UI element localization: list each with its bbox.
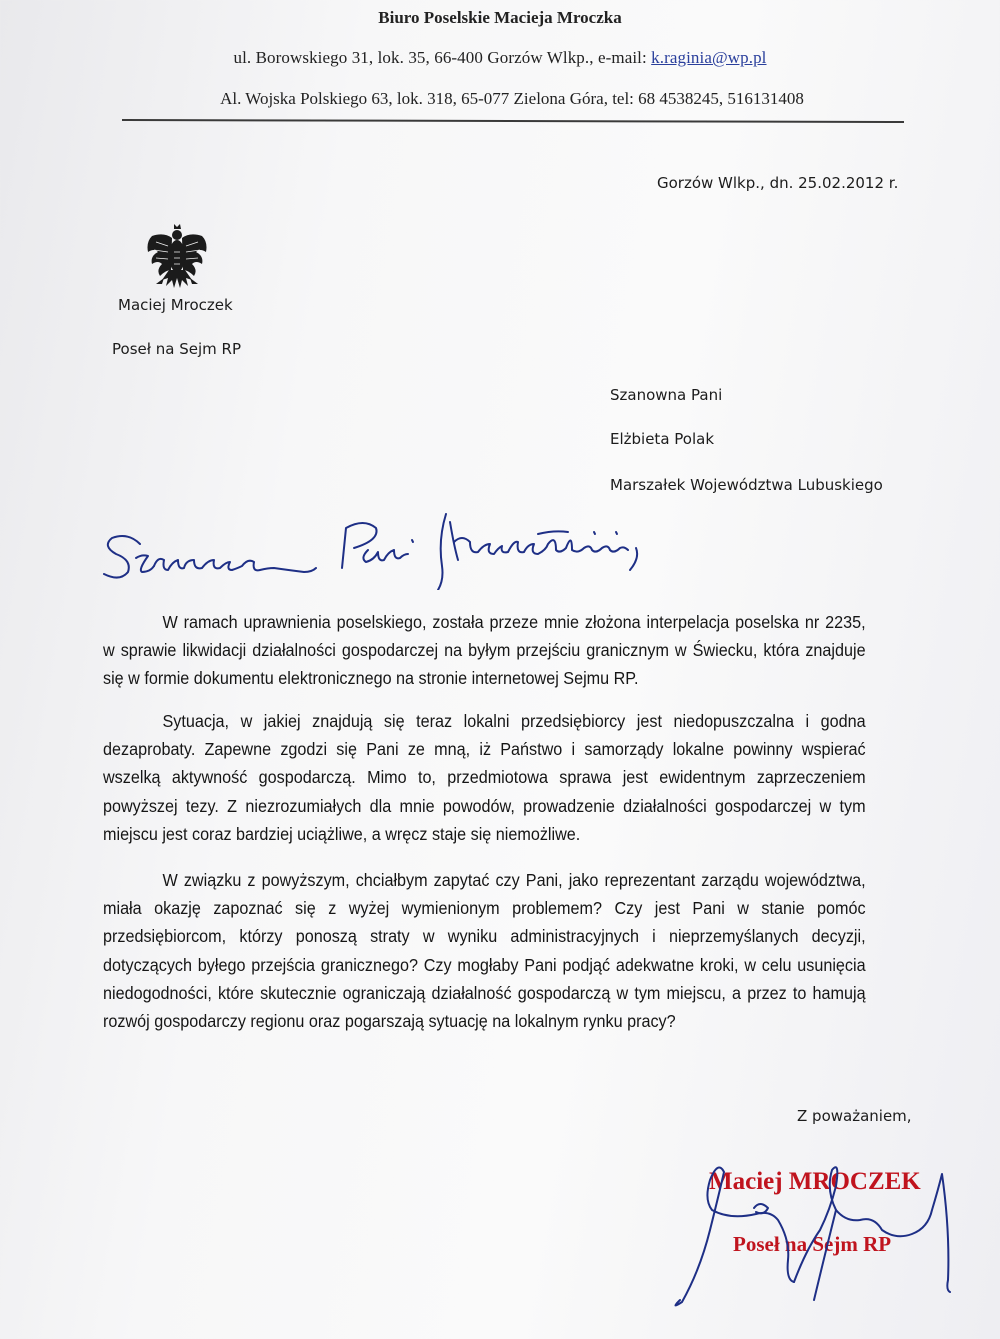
letter-date: Gorzów Wlkp., dn. 25.02.2012 r. [657, 174, 899, 192]
paragraph-text: W ramach uprawnienia poselskiego, została przeze mnie złożona interpelacja poselska nr 2235, w sprawie likwidacji działalności gospodarczej na byłym przejściu granicznym w Świecku, która znajduje się w formie dokumentu elektronicznego na stronie internetowej Sejmu RP. [103, 612, 866, 689]
stamp-name: Maciej MROCZEK [709, 1168, 921, 1195]
paragraph-text: W związku z powyższym, chciałbym zapytać czy Pani, jako reprezentant zarządu województwa, miała okazję zapoznać się z wyżej wymienionym problemem? Czy jest Pani w stanie pomóc przedsiębiorcom, którzy ponoszą straty w wyniku administracyjnych i nieprzemyślanych decyzji, dotyczących byłego przejścia granicznego? Czy mogłaby Pani podjąć adekwatne kroki, w celu usunięcia niedogodności, które skutecznie ograniczają działalność gospodarczą w tym miejscu, a przez to hamują rozwój gospodarczy regionu oraz pogarszają sytuację na lokalnym rynku pracy? [103, 870, 866, 1032]
letterhead-address-1-text: ul. Borowskiego 31, lok. 35, 66-400 Gorzów Wlkp., e-mail: [233, 48, 652, 67]
handwritten-salutation [98, 510, 788, 590]
paragraph-text: Sytuacja, w jakiej znajdują się teraz lokalni przedsiębiorcy jest niedopuszczalna i godna dezaprobaty. Zapewne zgodzi się Pani ze mną, iż Państwo i samorządy lokalne powinny wspierać wszelką aktywność gospodarczą. Mimo to, przedmiotowa sprawa jest ewidentnym zaprzeczeniem powyższej tezy. Z niezrozumiałych dla mnie powodów, prowadzenie działalności gospodarczej w tym miejscu jest coraz bardziej uciążliwe, a wręcz staje się niemożliwe. [103, 711, 866, 844]
letterhead-title: Biuro Poselskie Macieja Mroczka [378, 8, 622, 27]
email-link[interactable]: k.raginia@wp.pl [651, 48, 767, 67]
sender-name: Maciej Mroczek [118, 296, 233, 314]
body-paragraph-2 [103, 707, 866, 848]
letterhead-address-2: Al. Wojska Polskiego 63, lok. 318, 65-077 Zielona Góra, tel: 68 4538245, 516131408 [220, 89, 804, 108]
body-paragraph-1 [103, 608, 866, 693]
sender-title: Poseł na Sejm RP [112, 340, 241, 358]
handwritten-signature [660, 1150, 990, 1330]
letterhead-address-1 [0, 48, 1000, 68]
recipient-title: Marszałek Województwa Lubuskiego [610, 476, 883, 494]
stamp-title: Poseł na Sejm RP [733, 1232, 892, 1256]
body-paragraph-3 [103, 866, 866, 1035]
polish-eagle-emblem-icon [144, 222, 210, 294]
letterhead-divider [122, 119, 904, 123]
recipient-salutation: Szanowna Pani [610, 386, 723, 404]
closing-phrase: Z poważaniem, [797, 1107, 912, 1125]
recipient-name: Elżbieta Polak [610, 430, 715, 448]
